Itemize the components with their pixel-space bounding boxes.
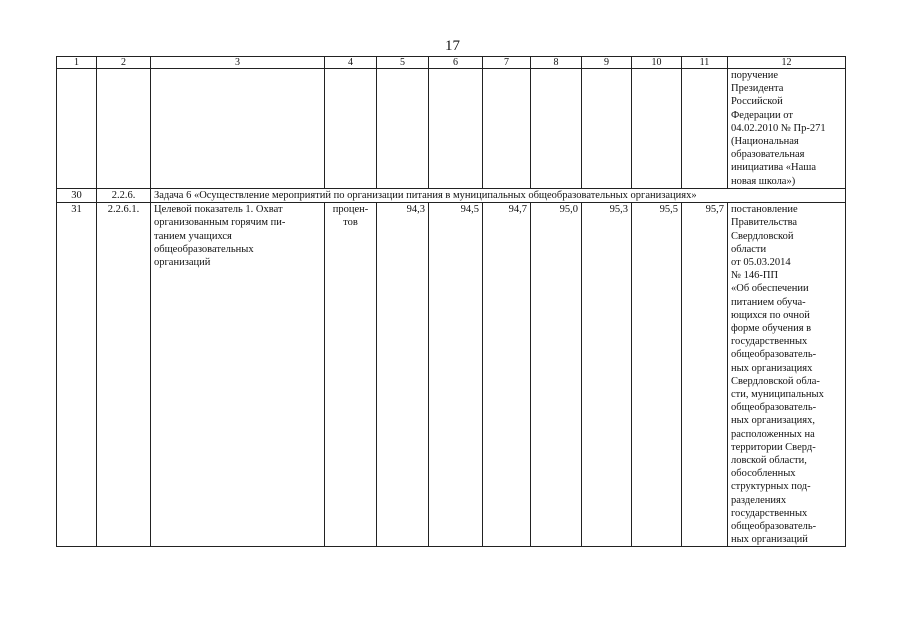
column-number: 9 [582,57,632,69]
empty-cell [151,69,325,189]
column-number: 6 [429,57,483,69]
indicator-value: 95,0 [531,203,582,547]
row-number: 31 [57,203,97,547]
column-number: 1 [57,57,97,69]
empty-cell [57,69,97,189]
continuation-row [57,69,846,189]
row-code: 2.2.6.1. [97,203,151,547]
column-number: 5 [377,57,429,69]
empty-cell [429,69,483,189]
empty-cell [483,69,531,189]
indicator-name: Целевой показатель 1. Охват организованным горячим пи- танием учащихся общеобразовательных организаций [151,203,325,547]
indicator-value: 94,7 [483,203,531,547]
indicator-value: 94,3 [377,203,429,547]
empty-cell [377,69,429,189]
column-number: 2 [97,57,151,69]
page-number: 17 [445,38,460,54]
empty-cell [632,69,682,189]
column-number: 7 [483,57,531,69]
task-title: Задача 6 «Осуществление мероприятий по организации питания в муниципальных общеобразовательных организациях» [151,189,846,203]
source-document-cell: поручение Президента Российской Федерации от 04.02.2010 № Пр-271 (Национальная образовательная инициатива «Наша новая школа») [728,69,846,189]
column-number: 12 [728,57,846,69]
column-number: 8 [531,57,582,69]
column-number-header-row [57,57,846,69]
task-row [57,189,846,203]
indicator-value: 95,3 [582,203,632,547]
empty-cell [97,69,151,189]
source-document-cell: постановление Правительства Свердловской области от 05.03.2014 № 146-ПП «Об обеспечении питанием обуча- ющихся по очной форме обучения в государственных общеобразователь- ных организациях Свердловской обла- сти, муниципальных общеобразователь- ных организациях, расположенных на территории Сверд- ловской области, обособленных структурных под- разделениях государственных общеобразователь- ных организаций [728,203,846,547]
row-number: 30 [57,189,97,203]
column-number: 10 [632,57,682,69]
empty-cell [582,69,632,189]
column-number: 3 [151,57,325,69]
indicator-value: 94,5 [429,203,483,547]
column-number: 11 [682,57,728,69]
empty-cell [682,69,728,189]
indicator-value: 95,5 [632,203,682,547]
program-indicators-table [56,56,846,547]
indicator-row [57,203,846,547]
empty-cell [531,69,582,189]
empty-cell [325,69,377,189]
row-code: 2.2.6. [97,189,151,203]
column-number: 4 [325,57,377,69]
unit-of-measure: процен- тов [325,203,377,547]
indicator-value: 95,7 [682,203,728,547]
